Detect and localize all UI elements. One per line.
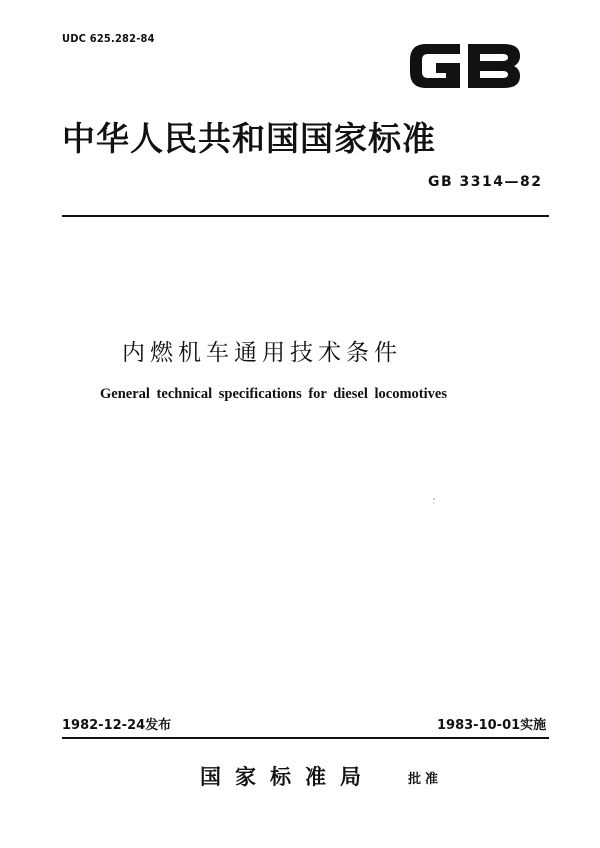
udc-classification: UDC 625.282-84 [62, 32, 155, 45]
document-title-chinese: 内燃机车通用技术条件 [122, 340, 402, 366]
bottom-divider [62, 737, 549, 739]
approval-label: 批准 [408, 772, 443, 787]
standard-number: GB 3314—82 [428, 174, 543, 190]
top-divider [62, 215, 549, 217]
document-title-english: General technical specifications for diesel locomotives [100, 386, 447, 402]
implementation-date: 1983-10-01实施 [437, 718, 547, 733]
national-standard-heading: 中华人民共和国国家标准 [62, 119, 436, 158]
issuing-authority: 国家标准局 [200, 765, 375, 789]
scan-speck [432, 497, 436, 507]
issue-date: 1982-12-24发布 [62, 718, 172, 733]
gb-logo [404, 36, 526, 96]
